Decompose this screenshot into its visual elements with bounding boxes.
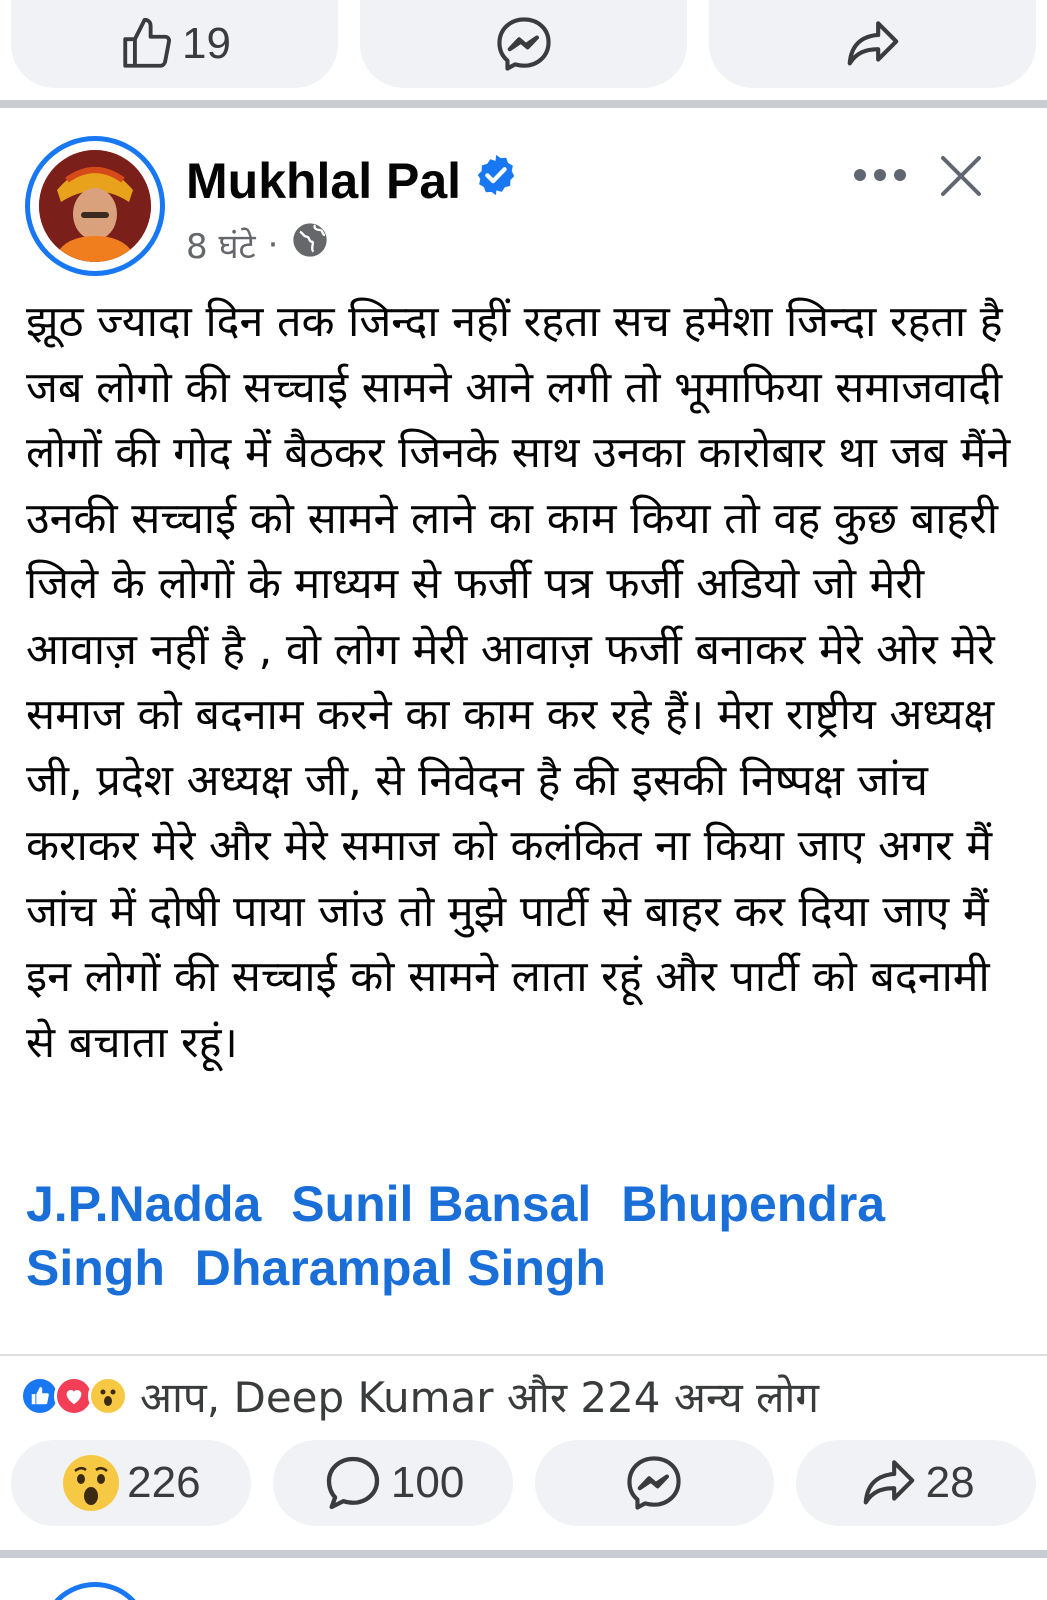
post-time[interactable]: 8 घंटे — [186, 226, 256, 267]
tag-link[interactable]: J.P.Nadda — [26, 1176, 262, 1232]
previous-post-actions — [0, 0, 1047, 88]
verified-badge-icon — [473, 152, 519, 210]
author-name[interactable]: Mukhlal Pal — [186, 153, 462, 209]
post-tags — [26, 1172, 1016, 1300]
reactions-divider — [0, 1354, 1047, 1356]
reaction-summary-text[interactable]: आप, Deep Kumar और 224 अन्य लोग — [140, 1372, 820, 1422]
author-name-row — [186, 152, 519, 210]
post-actions — [0, 1440, 1047, 1526]
next-post-avatar[interactable] — [40, 1582, 150, 1600]
wow-reaction-icon — [88, 1376, 128, 1416]
send-button[interactable] — [535, 1440, 775, 1526]
share-button[interactable] — [709, 0, 1036, 88]
author-avatar[interactable] — [25, 136, 165, 276]
share-button[interactable] — [796, 1440, 1036, 1526]
share-arrow-icon — [842, 13, 904, 75]
post-meta — [186, 220, 330, 269]
comment-bubble-icon — [321, 1451, 385, 1515]
reaction-count: 226 — [127, 1458, 201, 1507]
share-arrow-icon — [858, 1452, 920, 1514]
avatar — [39, 150, 151, 262]
post-divider — [0, 100, 1047, 108]
tag-link[interactable]: Bhupendra Singh — [26, 1176, 886, 1296]
tag-link[interactable]: Sunil Bansal — [291, 1176, 592, 1232]
post-header — [0, 130, 1047, 280]
thumbs-up-icon — [118, 15, 176, 73]
meta-separator: · — [267, 224, 279, 265]
post-divider — [0, 1550, 1047, 1558]
tag-link[interactable]: Dharampal Singh — [194, 1240, 606, 1296]
messenger-icon — [623, 1452, 685, 1514]
comment-count: 100 — [390, 1458, 465, 1507]
reactions-summary-row[interactable] — [20, 1363, 819, 1429]
comment-button[interactable] — [273, 1440, 513, 1526]
more-dots-icon — [851, 169, 909, 188]
wow-emoji-icon — [61, 1453, 121, 1513]
close-icon — [939, 183, 983, 202]
like-button[interactable] — [11, 0, 338, 88]
hide-post-button[interactable] — [939, 154, 983, 202]
share-count: 28 — [925, 1458, 975, 1507]
more-options-button[interactable] — [851, 166, 909, 188]
messenger-icon — [493, 13, 555, 75]
react-button[interactable] — [11, 1440, 251, 1526]
post-text: झूठ ज्यादा दिन तक जिन्दा नहीं रहता सच हमेशा जिन्दा रहता है जब लोगो की सच्चाई सामने आने लगी तो भूमाफिया समाजवादी लोगों की गोद में बैठकर जिनके साथ उनका कारोबार था जब मैंने उनकी सच्चाई को सामने लाने का काम किया तो वह कुछ बाहरी जिले के लोगों के माध्यम से फर्जी पत्र फर्जी अडियो जो मेरी आवाज़ नहीं है , वो लोग मेरी आवाज़ फर्जी बनाकर मेरे ओर मेरे समाज को बदनाम करने का काम कर रहे हैं। मेरा राष्ट्रीय अध्यक्ष जी, प्रदेश अध्यक्ष जी, से निवेदन है की इसकी निष्पक्ष जांच कराकर मेरे और मेरे समाज को कलंकित ना किया जाए अगर मैं जांच में दोषी पाया जांउ तो मुझे पार्टी से बाहर कर दिया जाए मैं इन लोगों की सच्चाई को सामने लाता रहूं और पार्टी को बदनामी से बचाता रहूं। — [26, 297, 1011, 1068]
globe-icon — [290, 220, 330, 269]
send-button[interactable] — [360, 0, 687, 88]
like-count: 19 — [182, 19, 231, 68]
